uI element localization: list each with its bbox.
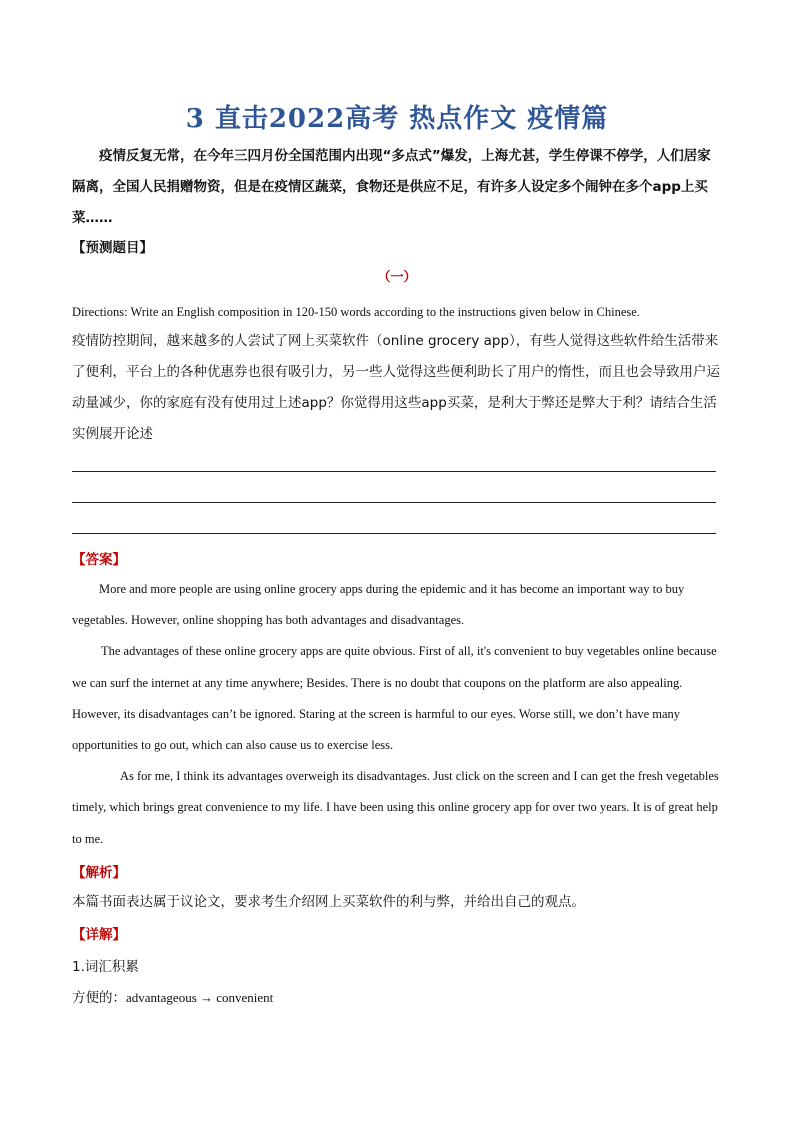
analysis-heading: 【解析】	[72, 865, 126, 881]
task-text: 疫情防控期间，越来越多的人尝试了网上买菜软件（online grocery app），有些人觉得这些软件给生活带来了便利，平台上的各种优惠券也很有吸引力，另一些人觉得这些便利助长了用户的惰性，而且也会导致用户运动量减少，你的家庭有没有使用过上述app？你觉得用这些app买菜，是利大于弊还是弊大于利？请结合生活实例展开论述	[72, 333, 720, 442]
answer-line	[72, 471, 716, 472]
answer-paragraph: As for me, I think its advantages overweigh its disadvantages. Just click on the screen and I can get the fresh vegetables timely, which brings great convenience to my life. I have been using this online grocery app for over two years. It is of great help to me.	[72, 769, 719, 846]
vocab-label: 方便的：	[72, 990, 126, 1006]
answer-essay	[72, 574, 722, 855]
vocab-item	[72, 986, 273, 1006]
answer-paragraph: More and more people are using online grocery apps during the epidemic and it has become an important way to buy vegetables. However, online shopping has both advantages and disadvantages.	[72, 582, 685, 628]
detail-heading: 【详解】	[72, 927, 126, 943]
answer-line	[72, 533, 716, 534]
directions-text: Directions: Write an English composition in 120-150 words according to the instructions given below in Chinese.	[72, 305, 640, 319]
answer-heading: 【答案】	[72, 552, 126, 568]
answer-line	[72, 502, 716, 503]
vocab-words: advantageous → convenient	[126, 990, 274, 1005]
vocab-heading: 1.词汇积累	[72, 959, 139, 975]
intro-paragraph: 疫情反复无常，在今年三四月份全国范围内出现“多点式”爆发，上海尤甚，学生停课不停学，人们居家隔离，全国人民捐赠物资，但是在疫情区蔬菜，食物还是供应不足，有许多人设定多个闹钟在多个app上买菜……	[72, 148, 711, 226]
analysis-text: 本篇书面表达属于议论文，要求考生介绍网上买菜软件的利与弊，并给出自己的观点。	[72, 894, 585, 910]
part-one-heading: （一）	[377, 270, 417, 285]
answer-paragraph: The advantages of these online grocery apps are quite obvious. First of all, it's convenient to buy vegetables online because we can surf the internet at any time anywhere; Besides. There is no doubt that coupons on the platform are also appealing. However, its disadvantages can’t be ignored. Staring at the screen is harmful to our eyes. Worse still, we don’t have many opportunities to go out, which can also cause us to exercise less.	[72, 644, 717, 753]
page-title: 3 直击2022高考 热点作文 疫情篇	[185, 104, 609, 134]
predict-heading: 【预测题目】	[72, 240, 153, 256]
